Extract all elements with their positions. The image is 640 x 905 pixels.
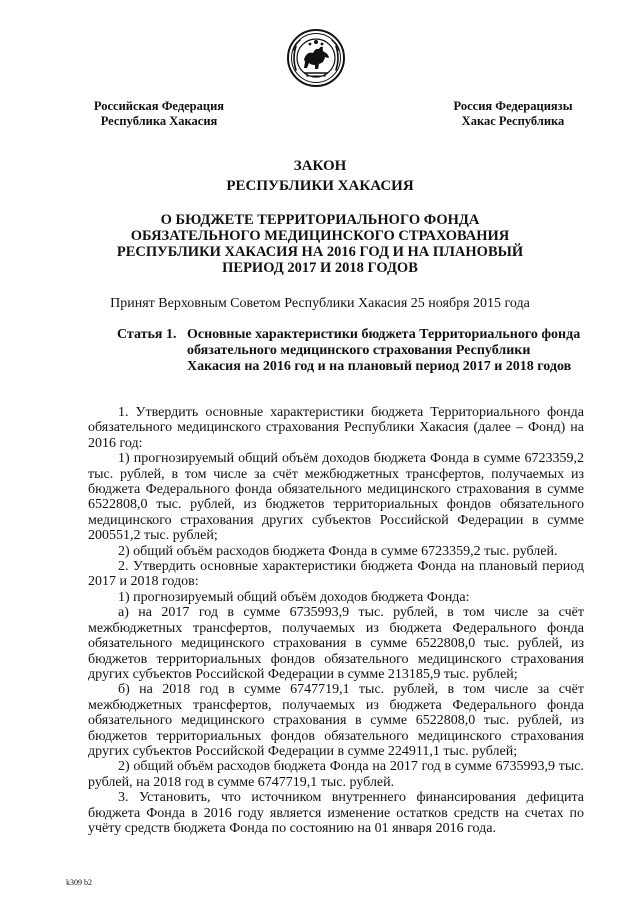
header-right-republic: Хакас Республика bbox=[461, 114, 565, 128]
paragraph: 1) прогнозируемый общий объём доходов бюджета Фонда: bbox=[118, 589, 470, 605]
law-title: О БЮДЖЕТЕ ТЕРРИТОРИАЛЬНОГО ФОНДА ОБЯЗАТЕЛЬНОГО МЕДИЦИНСКОГО СТРАХОВАНИЯ РЕСПУБЛИКИ ХАКАСИЯ НА 2016 ГОД И НА ПЛАНОВЫЙ ПЕРИОД 2017 И 2018 ГОДОВ bbox=[116, 212, 524, 276]
paragraph: 3. Установить, что источником внутреннего финансирования дефицита бюджета Фонда в 2016 году является изменение остатков средств на счетах по учёту средств бюджета Фонда по состоянию на 01 января 2016 года. bbox=[88, 790, 584, 836]
header-right bbox=[438, 99, 588, 129]
article-title: Основные характеристики бюджета Территориального фонда обязательного медицинского страхования Республики Хакасия на 2016 год и на плановый период 2017 и 2018 годов bbox=[187, 327, 581, 374]
header-left-country: Российская Федерация bbox=[93, 99, 225, 113]
header-left bbox=[84, 99, 234, 129]
adoption-note: Принят Верховным Советом Республики Хакасия 25 ноября 2015 года bbox=[110, 296, 530, 311]
header-right-country: Россия Федерациязы bbox=[453, 99, 573, 113]
paragraph: 2. Утвердить основные характеристики бюджета Фонда на плановый период 2017 и 2018 годов: bbox=[88, 559, 584, 590]
document-issuer: РЕСПУБЛИКИ ХАКАСИЯ bbox=[226, 178, 414, 194]
article-heading bbox=[117, 327, 587, 375]
paragraph: 1) прогнозируемый общий объём доходов бюджета Фонда в сумме 6723359,2 тыс. рублей, в том числе за счёт межбюджетных трансфертов, получаемых из бюджета Федерального фонда обязательного медицинского страхования в сумме 6522808,0 тыс. рублей, из бюджетов территориальных фондов обязательного медицинского страхования других субъектов Российской Федерации в сумме 200551,2 тыс. рублей; bbox=[88, 451, 584, 544]
paragraph: 2) общий объём расходов бюджета Фонда на 2017 год в сумме 6735993,9 тыс. рублей, на 2018 год в сумме 6747719,1 тыс. рублей. bbox=[88, 759, 584, 790]
paragraph: б) на 2018 год в сумме 6747719,1 тыс. рублей, в том числе за счёт межбюджетных трансфертов, получаемых из бюджета Федерального фонда обязательного медицинского страхования в сумме 6522808,0 тыс. рублей, из бюджетов территориальных фондов обязательного медицинского страхования других субъектов Российской Федерации в сумме 224911,1 тыс. рублей; bbox=[88, 682, 584, 759]
article-body bbox=[88, 405, 584, 836]
header-left-republic: Республика Хакасия bbox=[100, 114, 218, 128]
paragraph: 2) общий объём расходов бюджета Фонда в сумме 6723359,2 тыс. рублей. bbox=[118, 543, 558, 559]
article-label: Статья 1. bbox=[117, 327, 177, 342]
page-code: k309 b2 bbox=[66, 878, 92, 887]
paragraph: а) на 2017 год в сумме 6735993,9 тыс. рублей, в том числе за счёт межбюджетных трансфертов, получаемых из бюджета Федерального фонда обязательного медицинского страхования в сумме 6522808,0 тыс. рублей, из бюджетов территориальных фондов обязательного медицинского страхования других субъектов Российской Федерации в сумме 213185,9 тыс. рублей; bbox=[88, 605, 584, 682]
document-type: ЗАКОН bbox=[293, 158, 347, 174]
coat-of-arms-icon bbox=[286, 28, 346, 88]
paragraph: 1. Утвердить основные характеристики бюджета Территориального фонда обязательного медицинского страхования Республики Хакасия (далее – Фонд) на 2016 год: bbox=[88, 405, 584, 451]
